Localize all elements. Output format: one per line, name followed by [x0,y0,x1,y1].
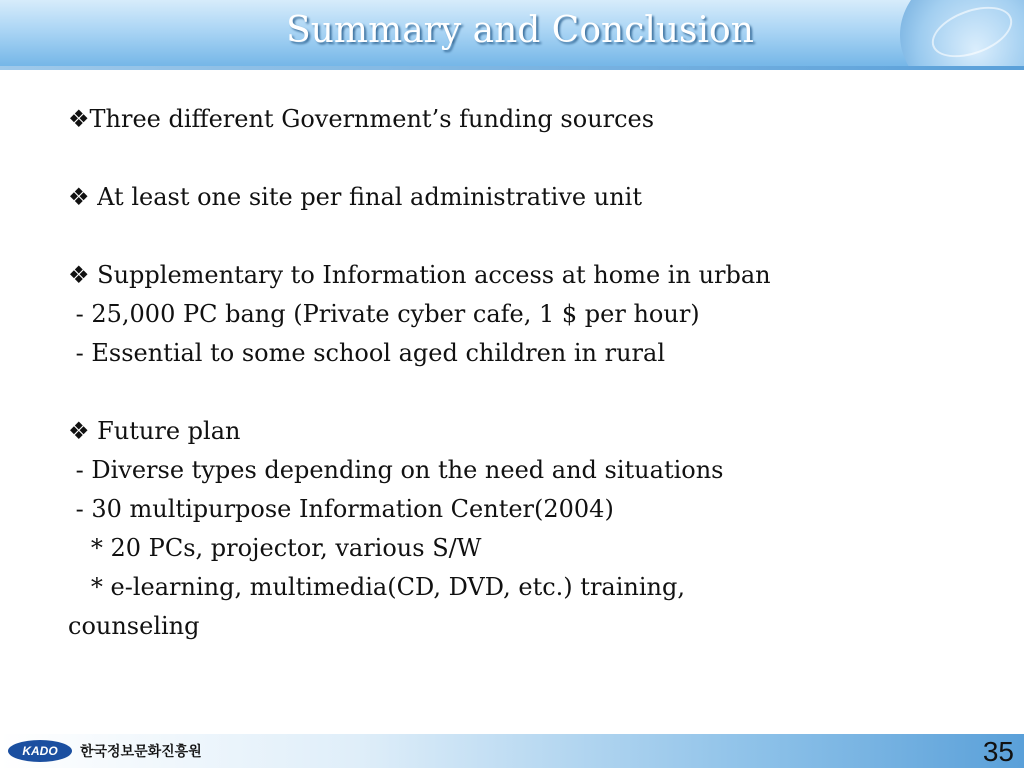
organization-name: 한국정보문화진흥원 [80,744,202,760]
body-line: ❖ At least one site per final administrative unit [68,183,642,211]
body-line: - Essential to some school aged children in rural [68,339,665,367]
body-line: * 20 PCs, projector, various S/W [68,534,482,562]
body-line: ❖ Future plan [68,417,241,445]
slide-body [68,100,968,646]
body-line: counseling [68,612,200,640]
header-divider [0,66,1024,70]
body-line: - 25,000 PC bang (Private cyber cafe, 1 $ per hour) [68,300,700,328]
body-line: * e-learning, multimedia(CD, DVD, etc.) training, [68,573,685,601]
blank-line [68,373,968,412]
body-line: - 30 multipurpose Information Center(2004) [68,495,614,523]
blank-line [68,139,968,178]
body-line: ❖ Supplementary to Information access at home in urban [68,261,771,289]
body-line: ❖Three different Government’s funding sources [68,105,655,133]
kado-logo: KADO [8,740,72,762]
page-number: 35 [982,736,1014,767]
slide-title: Summary and Conclusion [286,10,754,51]
body-line: - Diverse types depending on the need and situations [68,456,724,484]
blank-line [68,217,968,256]
